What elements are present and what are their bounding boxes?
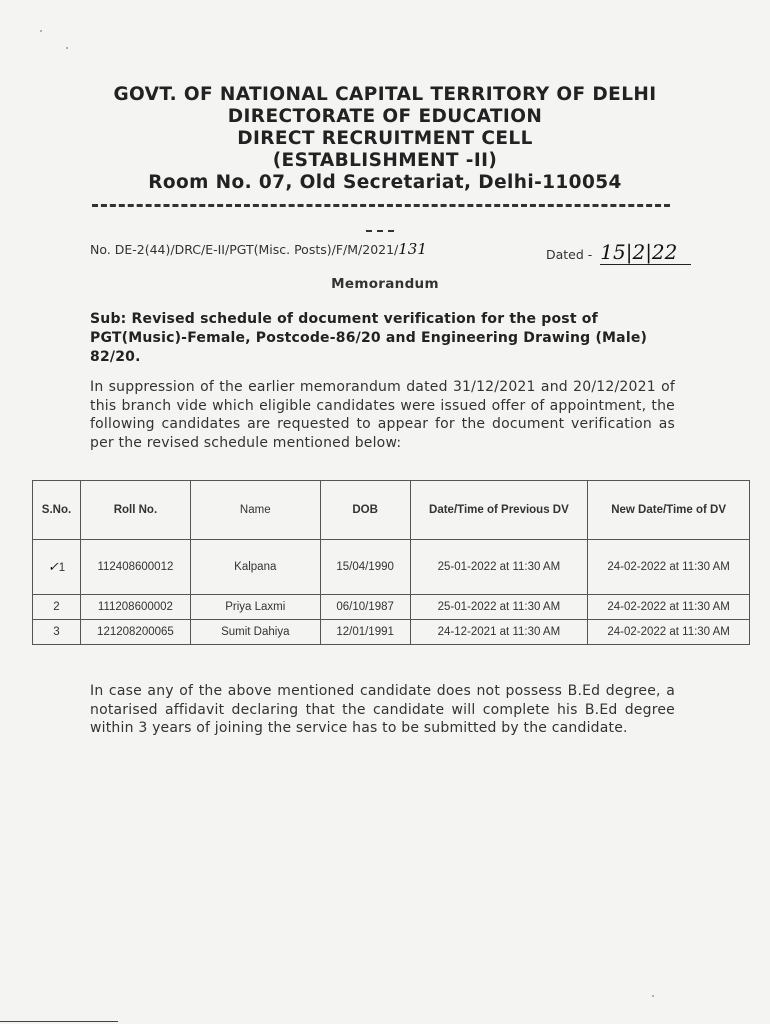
cell-dob: 06/10/1987 [320, 595, 410, 620]
header-previous-dv: Date/Time of Previous DV [410, 481, 588, 540]
letterhead-establishment: (ESTABLISHMENT -II) [272, 150, 498, 171]
cell-new-dv: 24-02-2022 at 11:30 AM [588, 595, 750, 620]
cell-new-dv: 24-02-2022 at 11:30 AM [588, 620, 750, 645]
header-new-dv: New Date/Time of DV [588, 481, 750, 540]
reference-number-handwritten: 131 [398, 240, 427, 258]
cell-dob: 15/04/1990 [320, 540, 410, 595]
scan-speck [652, 995, 654, 997]
reference-number-text: No. DE-2(44)/DRC/E-II/PGT(Misc. Posts)/F/M/2021/ [90, 242, 399, 257]
dated-field [546, 240, 691, 264]
table-row [33, 540, 750, 595]
header-dob: DOB [320, 481, 410, 540]
dashed-divider-short [366, 230, 394, 232]
cell-prev-dv: 25-01-2022 at 11:30 AM [410, 540, 588, 595]
dv-schedule-table [32, 480, 750, 645]
cell-sno [33, 540, 81, 595]
cell-sno: 3 [33, 620, 81, 645]
cell-new-dv: 24-02-2022 at 11:30 AM [588, 540, 750, 595]
letterhead-govt: GOVT. OF NATIONAL CAPITAL TERRITORY OF DELHI [113, 84, 657, 105]
letterhead [60, 84, 710, 194]
table-header-row [33, 481, 750, 540]
letterhead-address: Room No. 07, Old Secretariat, Delhi-110054 [148, 172, 622, 193]
letterhead-cell: DIRECT RECRUITMENT CELL [237, 128, 533, 149]
cell-name: Kalpana [190, 540, 320, 595]
table-row [33, 595, 750, 620]
scan-speck [66, 47, 68, 49]
scan-speck [40, 30, 42, 32]
cell-roll: 111208600002 [80, 595, 190, 620]
cell-sno-value: 1 [58, 561, 66, 574]
dated-label: Dated - [546, 247, 593, 262]
reference-number [90, 240, 427, 258]
cell-dob: 12/01/1991 [320, 620, 410, 645]
closing-paragraph: In case any of the above mentioned candidate does not possess B.Ed degree, a notarised affidavit declaring that the candidate will complete his B.Ed degree within 3 years of joining the service has to be submitted by the candidate. [90, 683, 675, 736]
header-roll-no: Roll No. [80, 481, 190, 540]
memo-title: Memorandum [331, 276, 439, 292]
cell-name: Sumit Dahiya [190, 620, 320, 645]
cell-prev-dv: 24-12-2021 at 11:30 AM [410, 620, 588, 645]
tick-mark-icon: ✓ [47, 559, 59, 575]
cell-roll: 112408600012 [80, 540, 190, 595]
cell-sno: 2 [33, 595, 81, 620]
dated-handwritten: 15|2|22 [600, 240, 691, 265]
subject-line: Sub: Revised schedule of document verification for the post of PGT(Music)-Female, Postcode-86/20 and Engineering Drawing (Male) 82/20. [90, 311, 648, 365]
header-sno: S.No. [33, 481, 81, 540]
cell-prev-dv: 25-01-2022 at 11:30 AM [410, 595, 588, 620]
intro-paragraph: In suppression of the earlier memorandum dated 31/12/2021 and 20/12/2021 of this branch vide which eligible candidates were issued offer of appointment, the following candidates are requested to appear for the document verification as per the revised schedule mentioned below: [90, 379, 675, 451]
letterhead-directorate: DIRECTORATE OF EDUCATION [227, 106, 543, 127]
table-row [33, 620, 750, 645]
bottom-edge-line [0, 1021, 118, 1022]
cell-name: Priya Laxmi [190, 595, 320, 620]
cell-roll: 121208200065 [80, 620, 190, 645]
header-name: Name [190, 481, 320, 540]
dashed-divider [92, 204, 670, 207]
